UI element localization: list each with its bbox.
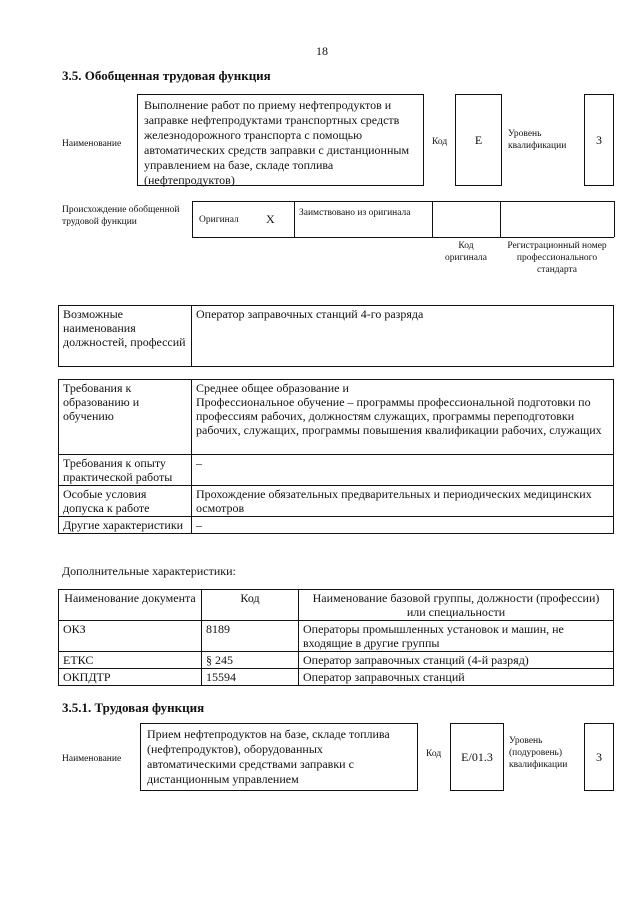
section-code-value: E (474, 132, 483, 147)
section-level-value: 3 (596, 132, 602, 147)
origin-code-caption: Код оригинала (445, 241, 487, 263)
table-row (59, 652, 614, 669)
section-level-box (584, 94, 614, 186)
origin-bottom-line (192, 237, 614, 238)
origin-label: Происхождение обобщенной трудовой функции (62, 205, 180, 227)
requirement-row (59, 486, 614, 517)
subsection-code-label: Код (426, 749, 442, 759)
table-cell: ОКЗ (59, 621, 202, 652)
table-cell: 15594 (202, 669, 299, 686)
subsection-name-value: Прием нефтепродуктов на базе, складе топлива (нефтепродуктов), оборудованных автоматическими средствами заправки с дистанционным управлением (147, 727, 390, 786)
table-cell: Оператор заправочных станций (4-й разряд) (299, 652, 614, 669)
additional-title: Дополнительные характеристики: (62, 564, 236, 578)
subsection-level-value: 3 (596, 749, 602, 764)
positions-table (58, 305, 614, 367)
origin-reg-caption: Регистрационный номер профессионального стандарта (507, 241, 607, 275)
additional-table (58, 589, 614, 686)
additional-header-name: Наименование базовой группы, должности (профессии) или специальности (299, 590, 614, 621)
positions-label: Возможные наименования должностей, профессий (59, 306, 192, 367)
origin-right-line (614, 201, 615, 237)
subsection-name-label: Наименование (62, 754, 122, 764)
subsection-name-box (140, 723, 418, 791)
origin-left-line (192, 201, 193, 237)
table-cell: 8189 (202, 621, 299, 652)
origin-original-mark: X (266, 212, 275, 226)
origin-div-3 (500, 201, 501, 237)
origin-div-2 (432, 201, 433, 237)
requirement-row (59, 517, 614, 534)
table-row (59, 621, 614, 652)
additional-header-code: Код (202, 590, 299, 621)
table-row (59, 669, 614, 686)
subsection-code-value: E/01.3 (461, 749, 493, 764)
subsection-code-box (450, 723, 504, 791)
table-cell: Операторы промышленных установок и машин, не входящие в другие группы (299, 621, 614, 652)
positions-value: Оператор заправочных станций 4-го разряда (192, 306, 614, 367)
subsection-level-label: Уровень (подуровень) квалификации (509, 736, 568, 770)
table-cell: ЕТКС (59, 652, 202, 669)
additional-header-row (59, 590, 614, 621)
requirement-row (59, 380, 614, 455)
requirement-label: Особые условия допуска к работе (59, 486, 192, 517)
subsection-level-box (584, 723, 614, 791)
section-name-box (137, 94, 424, 186)
origin-top-line (192, 201, 614, 202)
table-cell: § 245 (202, 652, 299, 669)
requirement-label: Требования к опыту практической работы (59, 455, 192, 486)
requirement-value: Среднее общее образование и Профессиональное обучение – программы профессиональной подготовки по профессиям рабочих, должностям служащих, программы переподготовки рабочих, служащих, программы повышения квалификации рабочих, служащих (192, 380, 614, 455)
origin-borrowed-label: Заимствовано из оригинала (299, 208, 411, 218)
section-code-label: Код (432, 137, 448, 147)
requirement-label: Требования к образованию и обучению (59, 380, 192, 455)
table-cell: Оператор заправочных станций (299, 669, 614, 686)
requirements-table (58, 379, 614, 534)
additional-header-doc: Наименование документа (59, 590, 202, 621)
origin-original-label: Оригинал (199, 215, 239, 225)
requirement-value: Прохождение обязательных предварительных и периодических медицинских осмотров (192, 486, 614, 517)
origin-div-1 (294, 201, 295, 237)
requirement-value: – (192, 517, 614, 534)
table-cell: ОКПДТР (59, 669, 202, 686)
requirement-label: Другие характеристики (59, 517, 192, 534)
requirement-value: – (192, 455, 614, 486)
subsection-title: 3.5.1. Трудовая функция (62, 700, 205, 715)
section-level-label: Уровень квалификации (508, 129, 567, 151)
section-code-box (455, 94, 502, 186)
page-number: 18 (316, 44, 328, 58)
requirement-row (59, 455, 614, 486)
section-name-label: Наименование (62, 139, 122, 149)
section-title: 3.5. Обобщенная трудовая функция (62, 68, 271, 83)
section-name-value: Выполнение работ по приему нефтепродуктов и заправке нефтепродуктами транспортных средств железнодорожного транспорта с помощью автоматических средств заправки с дистанционным управлением на базе, складе топлива (нефтепродуктов) (144, 98, 410, 187)
